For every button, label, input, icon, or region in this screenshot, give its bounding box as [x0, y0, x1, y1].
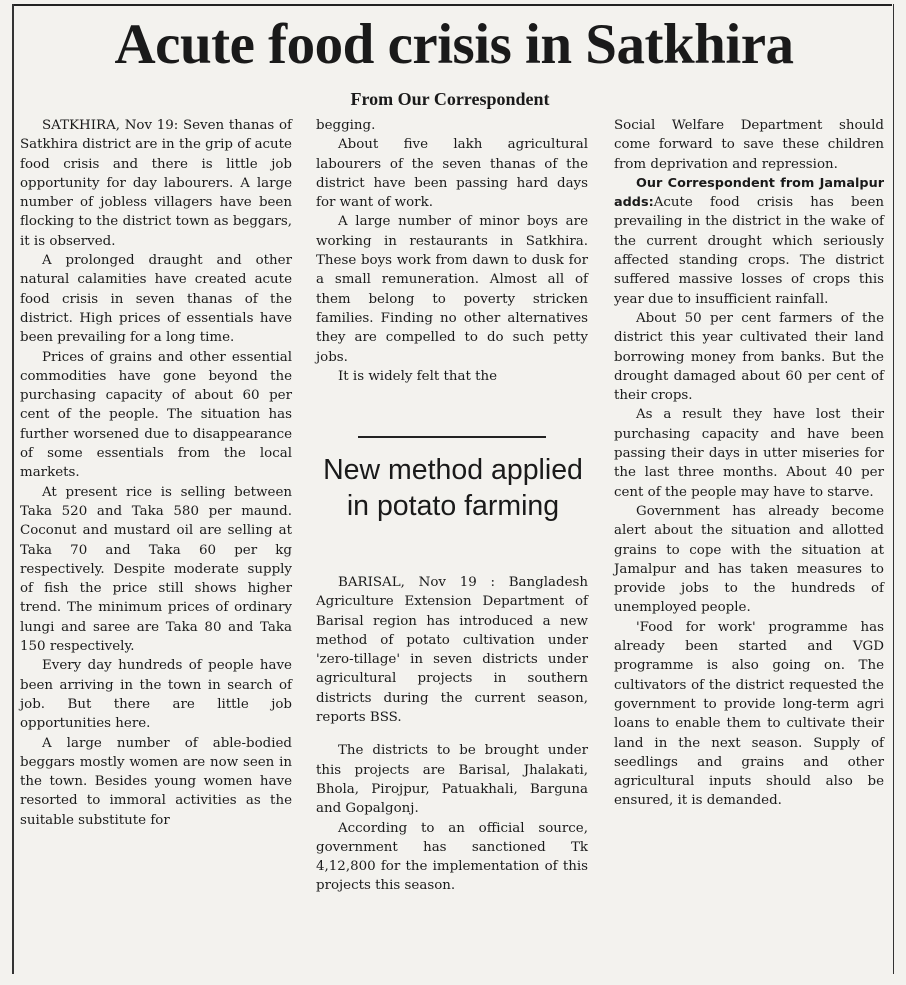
column-2-bottom: [316, 573, 588, 896]
paragraph: Government has already become alert about the situation and allotted grains to cope with the situation at Jamalpur and has taken measures to provide jobs to the hundreds of unemployed people.: [614, 503, 884, 616]
paragraph: Every day hundreds of people have been arriving in the town in search of job. But there are little job opportunities here.: [20, 658, 292, 732]
paragraph: It is widely felt that the: [338, 368, 498, 384]
paragraph-with-source: [614, 174, 884, 309]
paragraph: Prices of grains and other essential commodities have gone beyond the purchasing capacity of about 60 per cent of the people. The situation has further worsened due to disappearance of some essentials from the local markets.: [20, 349, 292, 481]
paragraph: Social Welfare Department should come forward to save these children from deprivation and repression.: [614, 118, 884, 172]
paragraph: As a result they have lost their purchasing capacity and have been passing their days in utter miseries for the last three months. About 40 per cent of the people may have to starve.: [614, 407, 884, 500]
paragraph: 'Food for work' programme has already been started and VGD programme is also going on. The cultivators of the district requested the government to provide long-term agri loans to enable them to cultivate their land in the next season. Supply of seedlings and grains and other agricultural inputs should also be ensured, it is demanded.: [614, 619, 884, 809]
paragraph: begging.: [316, 118, 376, 133]
paragraph: About 50 per cent farmers of the district this year cultivated their land borrowing money from banks. But the drought damaged about 60 per cent of their crops.: [614, 310, 884, 404]
byline: From Our Correspondent: [350, 89, 550, 109]
headline: Acute food crisis in Satkhira: [114, 13, 794, 76]
left-border: [12, 4, 14, 974]
paragraph: According to an official source, government has sanctioned Tk 4,12,800 for the implementation of this projects this season.: [316, 820, 588, 894]
subheadline: New method applied in potato farming: [323, 454, 583, 522]
source-label: Our Correspondent from Jamalpur adds:: [614, 175, 884, 211]
paragraph: SATKHIRA, Nov 19: Seven thanas of Satkhira district are in the grip of acute food crisis and there is little job opportunity for day labourers. A large number of jobless villagers have been flocking to the district town as beggars, it is observed.: [20, 118, 292, 249]
paragraph: A large number of able-bodied beggars mostly women are now seen in the town. Besides young women have resorted to immoral activities as the suitable substitute for: [20, 735, 292, 828]
section-divider: [358, 436, 546, 438]
paragraph: About five lakh agricultural labourers of the seven thanas of the district have been passing hard days for want of work.: [316, 137, 588, 211]
top-border: [14, 4, 892, 6]
source-text: Acute food crisis has been prevailing in the district in the wake of the current drought which seriously affected standing crops. The district suffered massive losses of crops this year due to insufficient rainfall.: [614, 195, 884, 307]
paragraph: A large number of minor boys are working in restaurants in Satkhira. These boys work from dawn to dusk for a small remuneration. Almost all of them belong to poverty stricken families. Finding no other alternatives they are compelled to do such petty jobs.: [316, 214, 588, 365]
paragraph: BARISAL, Nov 19 : Bangladesh Agriculture Extension Department of Barisal region has introduced a new method of potato cultivation under 'zero-tillage' in seven districts under agricultural projects in southern districts during the current season, reports BSS.: [316, 575, 588, 726]
paragraph: At present rice is selling between Taka 520 and Taka 580 per maund. Coconut and mustard oil are selling at Taka 70 and Taka 60 per kg respectively. Despite moderate supply of fish the price still shows higher trend. The minimum prices of ordinary lungi and saree are Taka 80 and Taka 150 respectively.: [20, 484, 292, 655]
right-border: [893, 4, 895, 974]
paragraph: A prolonged draught and other natural calamities have created acute food crisis in seven thanas of the district. High prices of essentials have been prevailing for a long time.: [20, 253, 292, 346]
paragraph: The districts to be brought under this projects are Barisal, Jhalakati, Bhola, Pirojpur, Patuakhali, Barguna and Gopalgonj.: [316, 743, 588, 817]
column-2-top: [316, 116, 588, 386]
column-1: [20, 116, 292, 830]
column-3: [614, 116, 884, 811]
